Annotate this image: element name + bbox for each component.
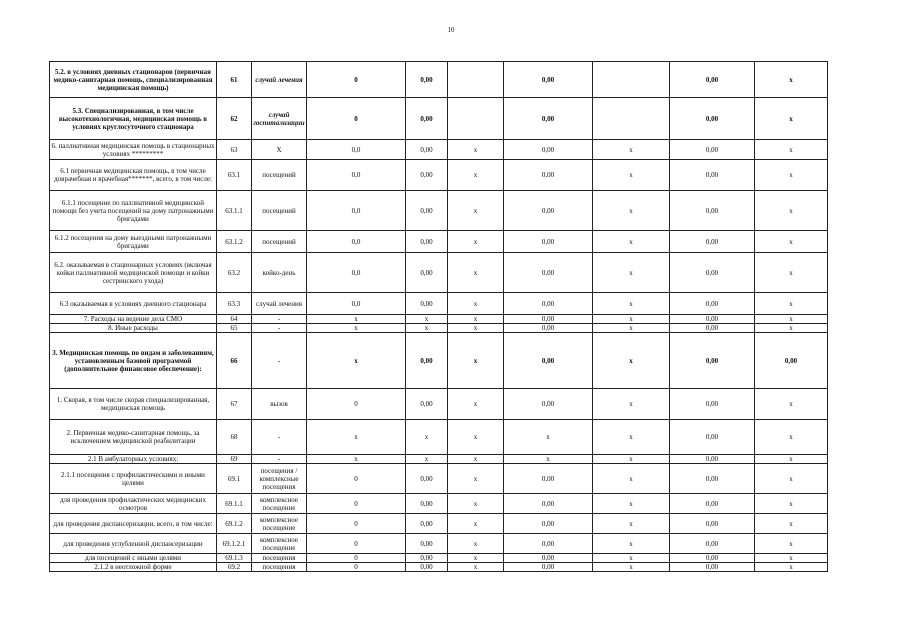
table-row <box>50 389 828 420</box>
row-col-9: 0,00 <box>670 514 755 534</box>
row-col-7: х <box>504 420 593 455</box>
table-row <box>50 554 828 563</box>
row-col-8: х <box>593 140 670 160</box>
row-volume: х <box>307 324 406 333</box>
row-col-7: 0,00 <box>504 514 593 534</box>
row-col-7: 0,00 <box>504 253 593 293</box>
row-code: 63.1.2 <box>217 231 252 253</box>
row-volume: х <box>307 455 406 464</box>
row-unit: - <box>252 315 307 324</box>
row-volume: 0 <box>307 534 406 554</box>
row-name: 2. Первичная медико-санитарная помощь, за исключением медицинской реабилитации <box>50 420 217 455</box>
row-col-6: х <box>448 191 504 231</box>
row-name: 8. Иные расходы <box>50 324 217 333</box>
row-col-10: х <box>755 464 828 494</box>
row-name: 6.3 оказываемая в условиях дневного стационара <box>50 293 217 315</box>
row-col-6: х <box>448 389 504 420</box>
row-col-10: 0,00 <box>755 333 828 389</box>
row-code: 64 <box>217 315 252 324</box>
row-unit: посещения <box>252 563 307 572</box>
row-cost-per-unit: 0,00 <box>406 293 448 315</box>
row-unit: - <box>252 455 307 464</box>
row-code: 67 <box>217 389 252 420</box>
row-volume: 0,0 <box>307 293 406 315</box>
row-col-6: х <box>448 293 504 315</box>
row-name: для посещений с иными целями <box>50 554 217 563</box>
row-unit: посещения / комплексные посещения <box>252 464 307 494</box>
row-col-10: х <box>755 315 828 324</box>
table-row <box>50 160 828 191</box>
row-col-9: 0,00 <box>670 420 755 455</box>
row-col-9: 0,00 <box>670 160 755 191</box>
row-code: 68 <box>217 420 252 455</box>
row-name: 5.3. Специализированная, в том числе высокотехнологичная, медицинская помощь в условиях круглосуточного стационара <box>50 98 217 140</box>
row-col-7: 0,00 <box>504 389 593 420</box>
row-volume: 0,0 <box>307 191 406 231</box>
row-col-9: 0,00 <box>670 191 755 231</box>
row-col-9: 0,00 <box>670 563 755 572</box>
table-row <box>50 455 828 464</box>
table-row <box>50 315 828 324</box>
row-name: 5.2. в условиях дневных стационаров (первичная медико-санитарная помощь, специализированная медицинская помощь) <box>50 62 217 98</box>
table-row <box>50 494 828 514</box>
table-row <box>50 534 828 554</box>
row-name: 6.1 первичная медицинская помощь, в том числе доврачебная и врачебная*******, всего, в том числе: <box>50 160 217 191</box>
row-code: 69.1.2 <box>217 514 252 534</box>
row-col-6: х <box>448 420 504 455</box>
row-col-8: х <box>593 554 670 563</box>
row-col-9: 0,00 <box>670 554 755 563</box>
table-row <box>50 464 828 494</box>
row-code: 65 <box>217 324 252 333</box>
row-col-10: х <box>755 140 828 160</box>
row-col-8: х <box>593 231 670 253</box>
row-cost-per-unit: 0,00 <box>406 160 448 191</box>
row-col-8: х <box>593 160 670 191</box>
row-cost-per-unit: 0,00 <box>406 253 448 293</box>
row-col-6: х <box>448 563 504 572</box>
row-col-7: 0,00 <box>504 98 593 140</box>
row-col-6 <box>448 62 504 98</box>
row-cost-per-unit: 0,00 <box>406 534 448 554</box>
row-cost-per-unit: 0,00 <box>406 62 448 98</box>
row-col-7: 0,00 <box>504 563 593 572</box>
row-cost-per-unit: 0,00 <box>406 140 448 160</box>
row-col-6 <box>448 98 504 140</box>
row-volume: 0,0 <box>307 160 406 191</box>
table-row <box>50 253 828 293</box>
row-name: 6.1.1 посещение по паллиативной медицинской помощи без учета посещений на дому патронажными бригадами <box>50 191 217 231</box>
row-col-9: 0,00 <box>670 494 755 514</box>
row-volume: 0 <box>307 62 406 98</box>
row-name: 6.2. оказываемая в стационарных условиях (включая койки паллиативной медицинской помощи и койки сестринского ухода) <box>50 253 217 293</box>
row-cost-per-unit: х <box>406 455 448 464</box>
table-row <box>50 563 828 572</box>
table-row <box>50 293 828 315</box>
row-code: 69.1.2.1 <box>217 534 252 554</box>
row-col-7: 0,00 <box>504 293 593 315</box>
row-col-9: 0,00 <box>670 253 755 293</box>
row-cost-per-unit: 0,00 <box>406 514 448 534</box>
row-col-8: х <box>593 514 670 534</box>
row-col-9: 0,00 <box>670 315 755 324</box>
row-volume: 0 <box>307 98 406 140</box>
row-unit: комплексное посещение <box>252 514 307 534</box>
row-col-10: х <box>755 231 828 253</box>
row-code: 69.2 <box>217 563 252 572</box>
table-row <box>50 333 828 389</box>
row-col-10: х <box>755 494 828 514</box>
row-code: 62 <box>217 98 252 140</box>
row-unit: случай госпитализации <box>252 98 307 140</box>
row-col-8 <box>593 62 670 98</box>
row-col-6: х <box>448 160 504 191</box>
row-col-7: 0,00 <box>504 324 593 333</box>
row-col-10: х <box>755 420 828 455</box>
row-col-8: х <box>593 563 670 572</box>
row-name: 6.1.2 посещения на дому выездными патронажными бригадами <box>50 231 217 253</box>
row-unit: посещения <box>252 554 307 563</box>
row-col-7: 0,00 <box>504 554 593 563</box>
row-col-9: 0,00 <box>670 98 755 140</box>
row-unit: комплексное посещение <box>252 494 307 514</box>
row-col-6: х <box>448 455 504 464</box>
row-col-6: х <box>448 534 504 554</box>
row-col-9: 0,00 <box>670 293 755 315</box>
row-col-8: х <box>593 191 670 231</box>
row-col-6: х <box>448 140 504 160</box>
table-row <box>50 98 828 140</box>
row-volume: 0,0 <box>307 140 406 160</box>
row-col-7: 0,00 <box>504 231 593 253</box>
table-row <box>50 420 828 455</box>
row-name: 7. Расходы на ведение дела СМО <box>50 315 217 324</box>
row-name: для проведения профилактических медицинских осмотров <box>50 494 217 514</box>
row-col-9: 0,00 <box>670 534 755 554</box>
row-col-10: х <box>755 253 828 293</box>
row-code: 69.1 <box>217 464 252 494</box>
row-col-9: 0,00 <box>670 389 755 420</box>
row-col-8: х <box>593 494 670 514</box>
row-col-10: х <box>755 293 828 315</box>
row-col-8: х <box>593 253 670 293</box>
row-unit: - <box>252 420 307 455</box>
row-col-6: х <box>448 514 504 534</box>
row-col-6: х <box>448 333 504 389</box>
table-row <box>50 140 828 160</box>
table-row <box>50 62 828 98</box>
row-col-8: х <box>593 464 670 494</box>
row-col-7: 0,00 <box>504 191 593 231</box>
row-code: 63 <box>217 140 252 160</box>
row-col-7: 0,00 <box>504 494 593 514</box>
row-col-7: х <box>504 455 593 464</box>
row-volume: 0 <box>307 554 406 563</box>
row-name: 3. Медицинская помощь по видам и заболеваниям, установленным базовой программой (дополнительное финансовое обеспечение): <box>50 333 217 389</box>
row-col-9: 0,00 <box>670 324 755 333</box>
row-col-8: х <box>593 389 670 420</box>
row-unit: случай лечения <box>252 62 307 98</box>
row-col-9: 0,00 <box>670 231 755 253</box>
row-col-6: х <box>448 253 504 293</box>
row-col-6: х <box>448 554 504 563</box>
row-col-7: 0,00 <box>504 534 593 554</box>
row-cost-per-unit: 0,00 <box>406 494 448 514</box>
row-col-6: х <box>448 464 504 494</box>
row-cost-per-unit: 0,00 <box>406 333 448 389</box>
table-body <box>50 62 828 572</box>
row-code: 63.1.1 <box>217 191 252 231</box>
row-col-10: х <box>755 563 828 572</box>
row-name: для проведения углубленной диспансеризации <box>50 534 217 554</box>
row-col-7: 0,00 <box>504 333 593 389</box>
row-unit: койко-день <box>252 253 307 293</box>
row-unit: Х <box>252 140 307 160</box>
row-volume: 0 <box>307 563 406 572</box>
row-unit: посещений <box>252 231 307 253</box>
row-col-10: х <box>755 534 828 554</box>
row-col-8: х <box>593 455 670 464</box>
row-code: 63.1 <box>217 160 252 191</box>
row-name: 1. Скорая, в том числе скорая специализированная, медицинская помощь <box>50 389 217 420</box>
table-row <box>50 514 828 534</box>
row-code: 69 <box>217 455 252 464</box>
row-cost-per-unit: 0,00 <box>406 191 448 231</box>
row-col-10: х <box>755 160 828 191</box>
row-cost-per-unit: х <box>406 315 448 324</box>
row-col-6: х <box>448 315 504 324</box>
row-cost-per-unit: 0,00 <box>406 554 448 563</box>
row-unit: комплексное посещение <box>252 534 307 554</box>
row-volume: х <box>307 333 406 389</box>
row-col-9: 0,00 <box>670 333 755 389</box>
row-volume: 0 <box>307 514 406 534</box>
row-cost-per-unit: 0,00 <box>406 98 448 140</box>
row-col-7: 0,00 <box>504 140 593 160</box>
page-number: 10 <box>447 26 455 34</box>
row-code: 69.1.1 <box>217 494 252 514</box>
row-col-8: х <box>593 293 670 315</box>
row-unit: - <box>252 333 307 389</box>
row-col-9: 0,00 <box>670 455 755 464</box>
row-code: 66 <box>217 333 252 389</box>
row-name: 2.1 В амбулаторных условиях: <box>50 455 217 464</box>
row-name: для проведения диспансеризации, всего, в том числе: <box>50 514 217 534</box>
row-unit: посещений <box>252 191 307 231</box>
row-col-7: 0,00 <box>504 464 593 494</box>
row-col-7: 0,00 <box>504 315 593 324</box>
row-volume: 0,0 <box>307 253 406 293</box>
row-volume: 0 <box>307 494 406 514</box>
row-col-10: х <box>755 98 828 140</box>
row-col-9: 0,00 <box>670 62 755 98</box>
row-unit: посещений <box>252 160 307 191</box>
row-name: 2.1.2 в неотложной форме <box>50 563 217 572</box>
table-row <box>50 324 828 333</box>
row-cost-per-unit: 0,00 <box>406 464 448 494</box>
row-col-10: х <box>755 455 828 464</box>
row-cost-per-unit: х <box>406 420 448 455</box>
row-unit: случай лечения <box>252 293 307 315</box>
row-col-7: 0,00 <box>504 160 593 191</box>
row-name: 6. паллиативная медицинская помощь в стационарных условиях ********* <box>51 141 215 158</box>
row-name: 2.1.1 посещения с профилактическими и иными целями <box>50 464 217 494</box>
row-col-10: х <box>755 191 828 231</box>
row-cost-per-unit: 0,00 <box>406 389 448 420</box>
row-col-6: х <box>448 324 504 333</box>
row-col-10: х <box>755 514 828 534</box>
financing-table <box>49 61 828 572</box>
row-cost-per-unit: 0,00 <box>406 231 448 253</box>
row-col-8: х <box>593 534 670 554</box>
row-col-8: х <box>593 333 670 389</box>
row-col-7: 0,00 <box>504 62 593 98</box>
row-col-10: х <box>755 389 828 420</box>
row-cost-per-unit: 0,00 <box>406 563 448 572</box>
row-col-6: х <box>448 231 504 253</box>
row-cost-per-unit: х <box>406 324 448 333</box>
row-col-6: х <box>448 494 504 514</box>
row-unit: вызов <box>252 389 307 420</box>
row-col-8: х <box>593 324 670 333</box>
row-code: 61 <box>217 62 252 98</box>
row-volume: 0,0 <box>307 231 406 253</box>
row-col-8: х <box>593 420 670 455</box>
row-col-8 <box>593 98 670 140</box>
row-unit: - <box>252 324 307 333</box>
row-code: 63.3 <box>217 293 252 315</box>
row-code: 63.2 <box>217 253 252 293</box>
row-col-9: 0,00 <box>670 464 755 494</box>
row-col-8: х <box>593 315 670 324</box>
row-volume: 0 <box>307 464 406 494</box>
row-volume: х <box>307 315 406 324</box>
row-col-10: х <box>755 554 828 563</box>
row-volume: х <box>307 420 406 455</box>
row-volume: 0 <box>307 389 406 420</box>
row-col-9: 0,00 <box>670 140 755 160</box>
row-col-10: х <box>755 324 828 333</box>
table-row <box>50 191 828 231</box>
table-row <box>50 231 828 253</box>
row-col-10: х <box>755 62 828 98</box>
row-code: 69.1.3 <box>217 554 252 563</box>
